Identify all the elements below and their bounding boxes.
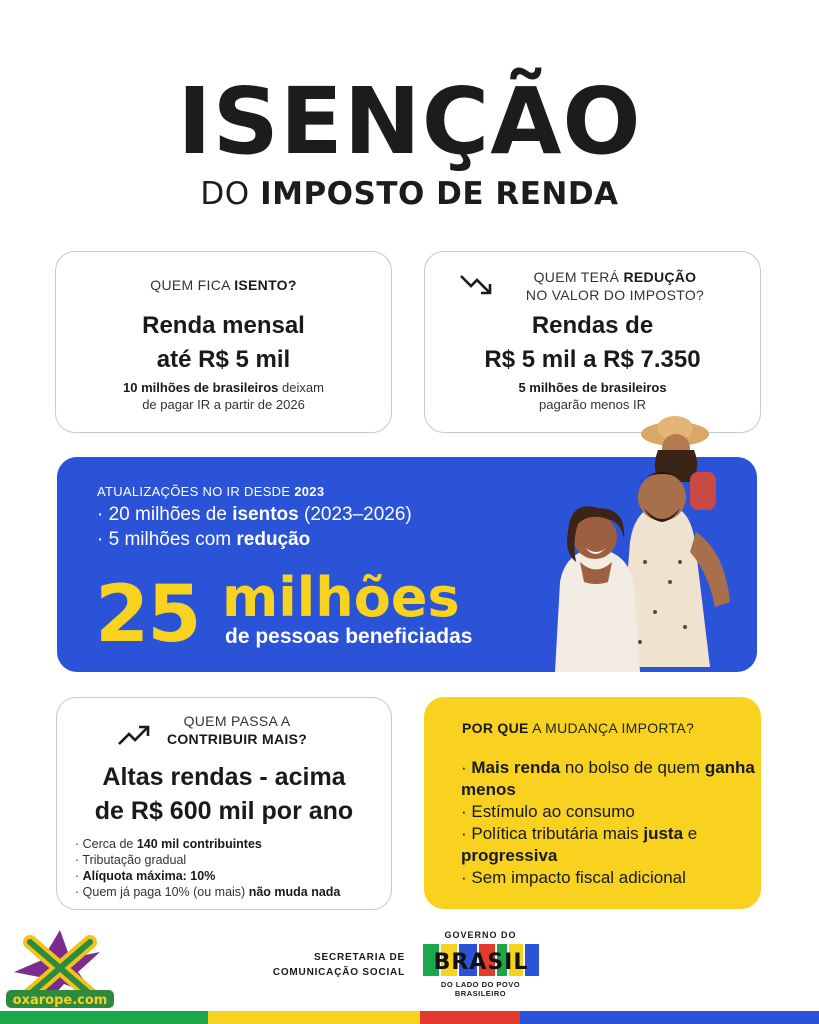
card-contribute-headline	[57, 760, 391, 828]
page-subtitle	[0, 176, 819, 212]
gov-word: BRASIL	[433, 950, 529, 975]
card-contribute-list	[75, 836, 340, 900]
list-item: · Mais renda no bolso de quem ganha menos	[461, 757, 761, 801]
banner-bullet-reduction	[97, 528, 310, 552]
bullet-text: · 5 milhões com	[97, 529, 237, 550]
kicker-line-1: QUEM PASSA A	[183, 713, 291, 729]
kicker-line-2: CONTRIBUIR MAIS?	[166, 731, 308, 747]
subtitle-prefix: DO	[200, 176, 250, 212]
secom-line-1: SECRETARIA DE	[314, 952, 405, 963]
list-item: · Tributação gradual	[75, 852, 340, 868]
headline-line-1: Renda mensal	[142, 312, 305, 339]
bullet-text: · 20 milhões de	[97, 504, 233, 525]
list-item: · Estímulo ao consumo	[461, 801, 761, 823]
card-contribute-kicker	[147, 712, 327, 748]
banner-updates-label	[97, 484, 324, 499]
kicker-line-2: NO VALOR DO IMPOSTO?	[525, 287, 705, 303]
card-reduction-note	[425, 379, 760, 413]
stripe-blue	[520, 1011, 819, 1024]
list-item: · Sem impacto fiscal adicional	[461, 867, 761, 889]
stripe-red	[420, 1011, 520, 1024]
bullet-text-post: (2023–2026)	[298, 504, 412, 525]
bullet-bold: redução	[236, 529, 311, 550]
oxarope-logo	[4, 928, 116, 1012]
banner-people: de pessoas beneficiadas	[225, 625, 473, 648]
brasil-wordmark	[421, 942, 541, 978]
stripe-yellow	[208, 1011, 420, 1024]
subtitle-bold: IMPOSTO DE RENDA	[260, 176, 619, 212]
headline-line-2: de R$ 600 mil por ano	[94, 797, 354, 825]
headline-line-1: Rendas de	[531, 312, 654, 339]
kicker-text: QUEM FICA	[150, 277, 235, 293]
headline-line-1: Altas rendas - acima	[102, 763, 346, 791]
headline-line-2: R$ 5 mil a R$ 7.350	[484, 346, 701, 373]
card-exempt-note	[56, 379, 391, 413]
secom-line-2: COMUNICAÇÃO SOCIAL	[272, 967, 405, 978]
card-why	[424, 697, 761, 909]
card-why-list	[461, 757, 761, 889]
list-item: · Alíquota máxima: 10%	[75, 868, 340, 884]
logo-text: oxarope.com	[12, 993, 108, 1008]
list-item: · Quem já paga 10% (ou mais) não muda nada	[75, 884, 340, 900]
stripe-green	[0, 1011, 208, 1024]
secom-label	[270, 950, 405, 980]
card-exempt-headline	[56, 309, 391, 377]
kicker-bold: REDUÇÃO	[623, 269, 697, 285]
family-photo	[550, 412, 780, 672]
note-line-2: pagarão menos IR	[539, 397, 646, 412]
page-title: ISENÇÃO	[177, 68, 642, 175]
kicker-text: A MUDANÇA IMPORTA?	[528, 720, 695, 736]
trend-up-icon	[117, 722, 151, 748]
card-exempt	[55, 251, 392, 433]
card-reduction	[424, 251, 761, 433]
card-contribute	[56, 697, 392, 910]
banner-bullet-exempt	[97, 503, 412, 527]
banner-millions: milhões	[222, 566, 460, 629]
kicker-text: QUEM TERÁ	[533, 269, 624, 285]
list-item: · Política tributária mais justa e progressiva	[461, 823, 761, 867]
card-exempt-kicker	[56, 276, 391, 294]
banner-big-number: 25	[95, 570, 200, 660]
updates-text: ATUALIZAÇÕES NO IR DESDE	[97, 484, 295, 499]
gov-brasil-logo	[418, 930, 543, 998]
card-why-kicker	[462, 719, 694, 737]
card-reduction-headline	[425, 309, 760, 377]
note-bold: 5 milhões de brasileiros	[518, 380, 667, 395]
note-line-2: de pagar IR a partir de 2026	[142, 397, 305, 412]
headline-line-2: até R$ 5 mil	[156, 346, 291, 373]
kicker-bold: ISENTO?	[234, 277, 297, 293]
bullet-bold: isentos	[232, 504, 299, 525]
gov-line-1: GOVERNO DO	[444, 930, 517, 940]
kicker-bold: POR QUE	[462, 720, 529, 736]
note-text: deixam	[278, 380, 324, 395]
list-item: · Cerca de 140 mil contribuintes	[75, 836, 340, 852]
note-bold: 10 milhões de brasileiros	[123, 380, 279, 395]
gov-line-3: DO LADO DO POVO BRASILEIRO	[440, 980, 521, 998]
updates-year: 2023	[294, 484, 325, 499]
card-reduction-kicker	[485, 268, 745, 304]
